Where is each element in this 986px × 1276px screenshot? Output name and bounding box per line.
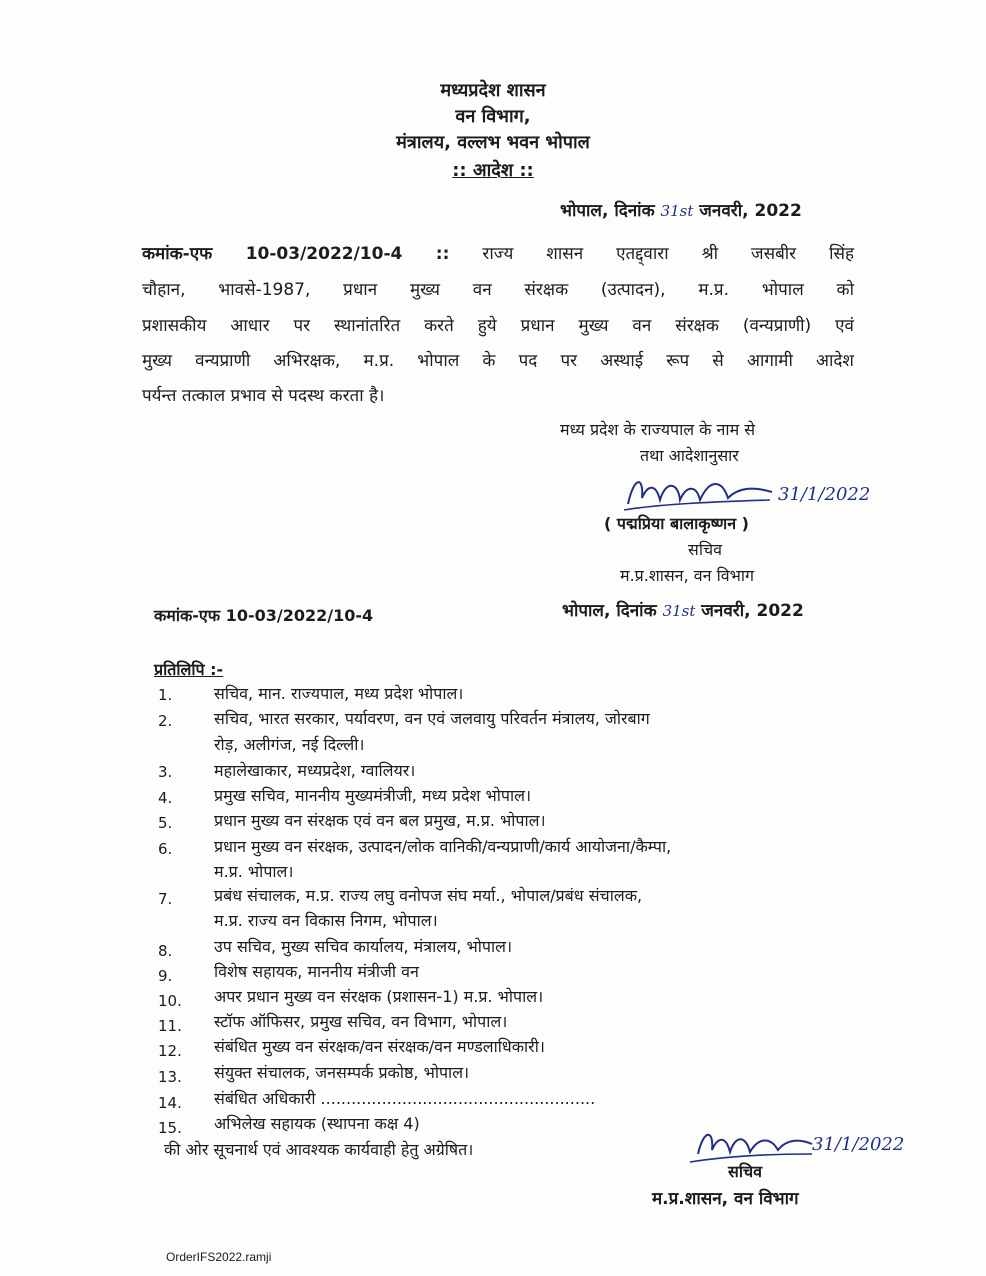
footer-dept: म.प्र.शासन, वन विभाग <box>652 1189 799 1209</box>
list-item: सचिव, भारत सरकार, पर्यावरण, वन एवं जलवायु परिवर्तन मंत्रालय, जोरबाग <box>214 709 650 728</box>
list-item-number: 13. <box>158 1068 182 1086</box>
second-date-prefix: भोपाल, दिनांक <box>562 601 657 621</box>
second-handwritten-date: 31st <box>662 602 696 620</box>
footer-title: सचिव <box>728 1162 763 1181</box>
list-item: संबंधित अधिकारी ...................................................... <box>214 1089 596 1108</box>
order-number: कमांक-एफ 10-03/2022/10-4 :: <box>142 244 450 264</box>
list-item-number: 2. <box>158 712 173 730</box>
list-item-number: 1. <box>158 686 173 704</box>
list-item-number: 6. <box>158 840 173 858</box>
header-order-title <box>0 158 986 182</box>
list-item: सचिव, मान. राज्यपाल, मध्य प्रदेश भोपाल। <box>214 684 464 703</box>
list-item-continuation: म.प्र. राज्य वन विकास निगम, भोपाल। <box>214 911 438 930</box>
list-item: महालेखाकार, मध्यप्रदेश, ग्वालियर। <box>214 761 416 780</box>
second-date-line <box>562 598 804 621</box>
date-suffix: जनवरी, 2022 <box>699 201 802 221</box>
order-body-line-1 <box>142 241 854 264</box>
list-item-number: 4. <box>158 789 173 807</box>
copy-to-heading: प्रतिलिपि :- <box>154 660 224 679</box>
list-item-number: 8. <box>158 942 173 960</box>
list-item-number: 10. <box>158 992 182 1010</box>
list-item-number: 12. <box>158 1042 182 1060</box>
second-date-suffix: जनवरी, 2022 <box>701 601 804 621</box>
list-item: संबंधित मुख्य वन संरक्षक/वन संरक्षक/वन मण्डलाधिकारी। <box>214 1037 545 1056</box>
list-item-number: 9. <box>158 967 173 985</box>
secretary-title: सचिव <box>688 540 723 559</box>
secretary-dept: म.प्र.शासन, वन विभाग <box>620 566 755 585</box>
header-government: मध्यप्रदेश शासन <box>440 80 546 101</box>
list-item: अपर प्रधान मुख्य वन संरक्षक (प्रशासन-1) म.प्र. भोपाल। <box>214 987 544 1006</box>
secretary-signature <box>620 470 780 516</box>
order-text-1: राज्य शासन एतद्द्वारा श्री जसबीर सिंह <box>482 244 854 264</box>
list-item: संयुक्त संचालक, जनसम्पर्क प्रकोष्ठ, भोपाल। <box>214 1063 470 1082</box>
order-body-line-4: मुख्य वन्यप्राणी अभिरक्षक, म.प्र. भोपाल के पद पर अस्थाई रूप से आगामी आदेश <box>142 351 854 371</box>
list-item: स्टॉफ ऑफिसर, प्रमुख सचिव, वन विभाग, भोपाल। <box>214 1012 508 1031</box>
authority-line-1: मध्य प्रदेश के राज्यपाल के नाम से <box>560 420 756 439</box>
secretary-name: ( पद्मप्रिया बालाकृष्णन ) <box>604 514 749 533</box>
footer-signature-date: 31/1/2022 <box>812 1134 905 1155</box>
list-item-continuation: म.प्र. भोपाल। <box>214 862 294 881</box>
list-item-number: 14. <box>158 1094 182 1112</box>
header-department: वन विभाग, <box>455 106 531 127</box>
order-body-line-5: पर्यन्त तत्काल प्रभाव से पदस्थ करता है। <box>142 386 385 406</box>
order-body-line-2: चौहान, भावसे-1987, प्रधान मुख्य वन संरक्षक (उत्पादन), म.प्र. भोपाल को <box>142 280 854 300</box>
list-item-number: 5. <box>158 814 173 832</box>
list-item-number: 15. <box>158 1119 182 1137</box>
signature-date: 31/1/2022 <box>778 484 871 505</box>
authority-line-2: तथा आदेशानुसार <box>640 446 739 465</box>
second-order-number: कमांक-एफ 10-03/2022/10-4 <box>154 606 374 625</box>
file-reference: OrderIFS2022.ramji <box>166 1250 272 1264</box>
date-prefix: भोपाल, दिनांक <box>560 201 655 221</box>
list-item-number: 11. <box>158 1017 182 1035</box>
list-item: विशेष सहायक, माननीय मंत्रीजी वन <box>214 962 419 981</box>
list-item: प्रबंध संचालक, म.प्र. राज्य लघु वनोपज संघ मर्या., भोपाल/प्रबंध संचालक, <box>214 886 643 905</box>
forwarding-note: की ओर सूचनार्थ एवं आवश्यक कार्यवाही हेतु अग्रेषित। <box>164 1140 474 1159</box>
list-item-number: 7. <box>158 890 173 908</box>
list-item: प्रधान मुख्य वन संरक्षक एवं वन बल प्रमुख, म.प्र. भोपाल। <box>214 811 546 830</box>
list-item: प्रमुख सचिव, माननीय मुख्यमंत्रीजी, मध्य प्रदेश भोपाल। <box>214 786 532 805</box>
list-item: उप सचिव, मुख्य सचिव कार्यालय, मंत्रालय, भोपाल। <box>214 937 513 956</box>
header-ministry: मंत्रालय, वल्लभ भवन भोपाल <box>396 132 590 153</box>
list-item-number: 3. <box>158 763 173 781</box>
list-item: अभिलेख सहायक (स्थापना कक्ष 4) <box>214 1114 420 1133</box>
list-item-continuation: रोड़, अलीगंज, नई दिल्ली। <box>214 735 365 754</box>
date-line <box>560 198 802 221</box>
order-title-text: :: आदेश :: <box>452 160 534 181</box>
order-body-line-3: प्रशासकीय आधार पर स्थानांतरित करते हुये प्रधान मुख्य वन संरक्षक (वन्यप्राणी) एवं <box>142 316 854 336</box>
list-item: प्रधान मुख्य वन संरक्षक, उत्पादन/लोक वानिकी/वन्यप्राणी/कार्य आयोजना/कैम्पा, <box>214 837 672 856</box>
handwritten-date: 31st <box>660 202 694 220</box>
